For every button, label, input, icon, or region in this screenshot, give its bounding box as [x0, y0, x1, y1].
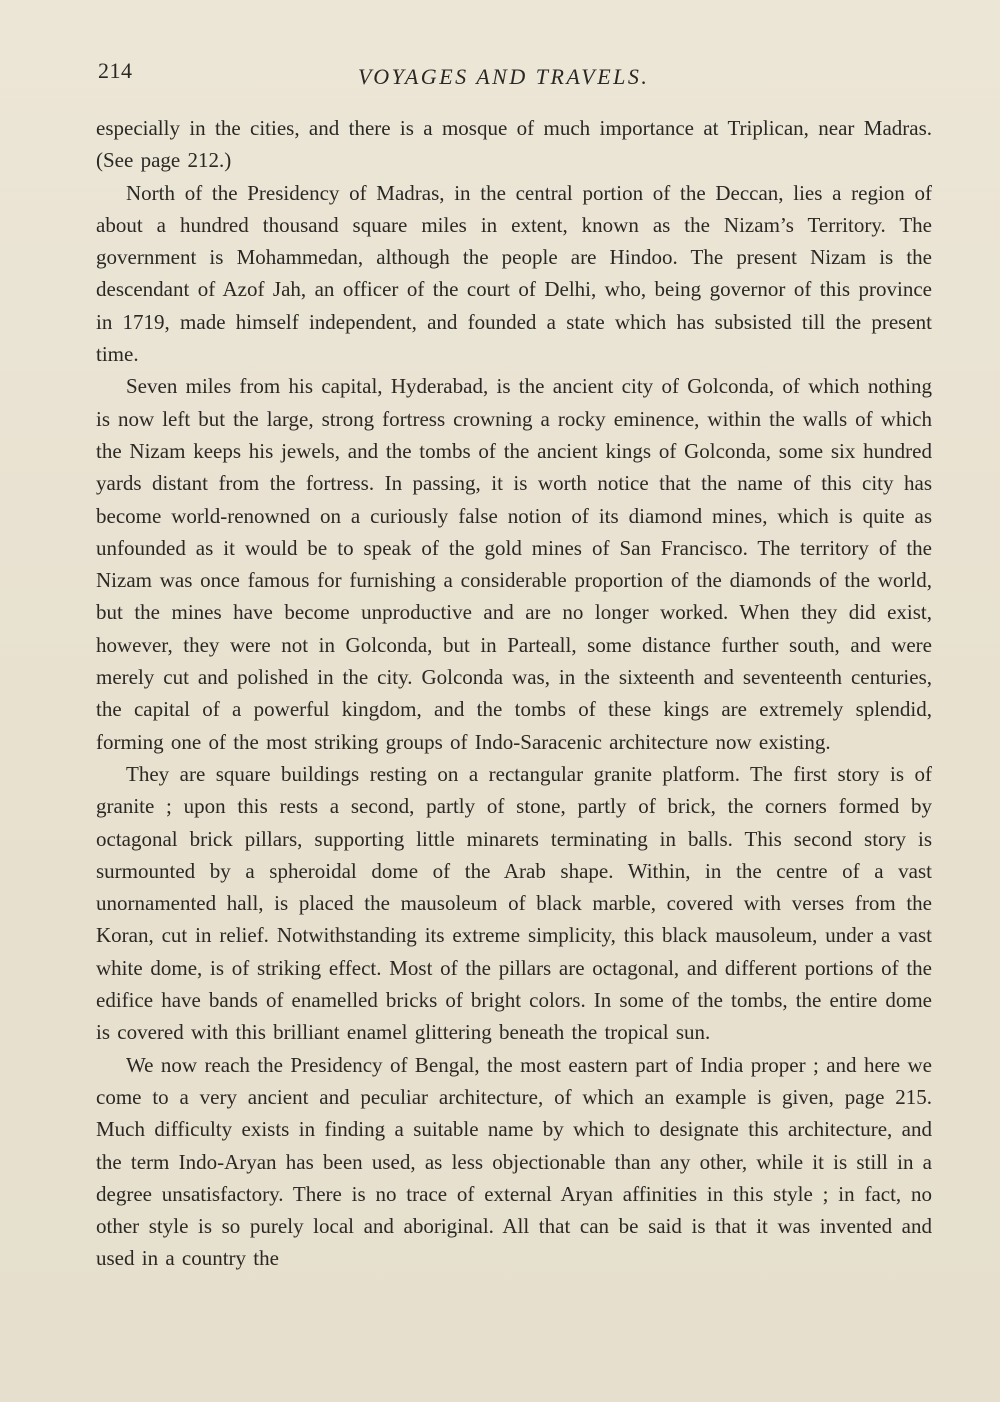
paragraph-bengal: We now reach the Presidency of Bengal, the most eastern part of India proper ; and here we come to a very ancient and peculiar architecture, of which an example is given, page 215. Much difficulty exists in finding a suitable name by which to designate this architecture, and the term Indo-Aryan has been used, as less objectionable than any other, while it is still in a degree unsatisfactory. There is no trace of external Aryan affinities in this style ; in fact, no other style is so purely local and aboriginal. All that can be said is that it was invented and used in a country the [96, 1052, 932, 1271]
paragraph-nizam-territory: North of the Presidency of Madras, in the central portion of the Deccan, lies a region of about a hundred thousand square miles in extent, known as the Nizam’s Territory. The government is Mohammedan, although the people are Hindoo. The present Nizam is the descendant of Azof Jah, an officer of the court of Delhi, who, being governor of this province in 1719, made himself independent, and founded a state which has subsisted till the present time. [96, 180, 932, 367]
body-text [96, 112, 932, 1275]
paragraph-tombs: They are square buildings resting on a rectangular granite platform. The first story is of granite ; upon this rests a second, partly of stone, partly of brick, the corners formed by octagonal brick pillars, supporting little minarets terminating in balls. This second story is surmounted by a spheroidal dome of the Arab shape. Within, in the centre of a vast unornamented hall, is placed the mausoleum of black marble, covered with verses from the Koran, cut in relief. Notwithstanding its extreme simplicity, this black mausoleum, under a vast white dome, is of striking effect. Most of the pillars are octagonal, and different portions of the edifice have bands of enamelled bricks of bright colors. In some of the tombs, the entire dome is covered with this brilliant enamel glittering beneath the tropical sun. [96, 761, 932, 1045]
page-header [98, 58, 922, 98]
paragraph-continued: especially in the cities, and there is a mosque of much importance at Triplican, near Madras. (See page 212.) [96, 116, 932, 173]
page-number: 214 [98, 58, 133, 83]
paragraph-golconda: Seven miles from his capital, Hyderabad, is the ancient city of Golconda, of which nothing is now left but the large, strong fortress crowning a rocky eminence, within the walls of which the Nizam keeps his jewels, and the tombs of the ancient kings of Golconda, some six hundred yards distant from the fortress. In passing, it is worth notice that the name of this city has become world-renowned on a curiously false notion of its diamond mines, which is quite as unfounded as it would be to speak of the gold mines of San Francisco. The territory of the Nizam was once famous for furnishing a considerable proportion of the diamonds of the world, but the mines have become unproductive and are no longer worked. When they did exist, however, they were not in Golconda, but in Parteall, some distance further south, and were merely cut and polished in the city. Golconda was, in the sixteenth and seventeenth centuries, the capital of a powerful kingdom, and the tombs of these kings are extremely splendid, forming one of the most striking groups of Indo-Saracenic architecture now existing. [96, 374, 932, 754]
running-title: VOYAGES AND TRAVELS. [358, 64, 650, 89]
